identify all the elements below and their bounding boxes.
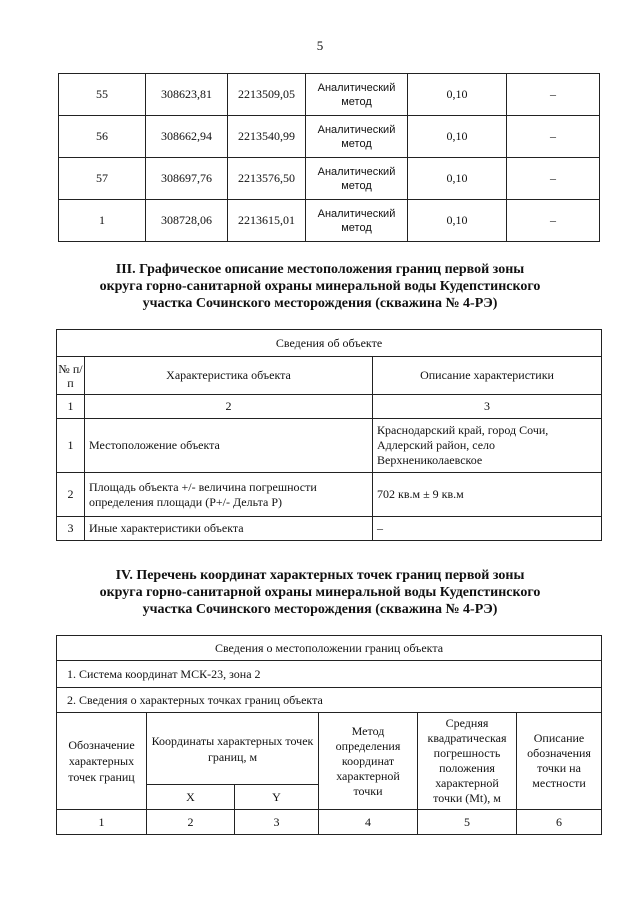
coordinate-y: 2213576,50 <box>228 158 306 200</box>
table-row <box>59 74 600 116</box>
boundary-points-table <box>56 635 602 835</box>
col-index: 3 <box>235 810 319 835</box>
row-description: 702 кв.м ± 9 кв.м <box>373 473 602 517</box>
coordinate-x: 308662,94 <box>146 116 228 158</box>
section-3-title: III. Графическое описание местоположения границ первой зоны округа горно-санитарной охраны минеральной воды Кудепстинского участка Сочинского месторождения (скважина № 4-РЭ) <box>99 262 541 311</box>
point-number: 56 <box>59 116 146 158</box>
coordinate-y: 2213540,99 <box>228 116 306 158</box>
description-cell: – <box>507 116 600 158</box>
method-cell: Аналитический метод <box>306 74 408 116</box>
col-index: 4 <box>319 810 418 835</box>
method-cell: Аналитический метод <box>306 158 408 200</box>
col-index: 1 <box>57 395 85 419</box>
table-row <box>57 517 602 541</box>
boundary-info-header: Сведения о местоположении границ объекта <box>57 636 602 661</box>
error-cell: 0,10 <box>408 158 507 200</box>
col-error-header: Средняя квадратическая погрешность положения характерной точки (Mt), м <box>418 713 517 810</box>
col-index: 5 <box>418 810 517 835</box>
row-number: 2 <box>57 473 85 517</box>
col-index: 2 <box>147 810 235 835</box>
point-number: 1 <box>59 200 146 242</box>
error-cell: 0,10 <box>408 200 507 242</box>
col-index: 6 <box>517 810 602 835</box>
description-cell: – <box>507 200 600 242</box>
coordinate-x: 308697,76 <box>146 158 228 200</box>
method-cell: Аналитический метод <box>306 116 408 158</box>
row-number: 3 <box>57 517 85 541</box>
col-characteristic-header: Характеристика объекта <box>85 357 373 395</box>
error-cell: 0,10 <box>408 74 507 116</box>
coordinate-x: 308623,81 <box>146 74 228 116</box>
row-description: Краснодарский край, город Сочи, Адлерский район, село Верхнениколаевское <box>373 419 602 473</box>
point-number: 57 <box>59 158 146 200</box>
points-info-row: 2. Сведения о характерных точках границ объекта <box>57 688 602 713</box>
col-description-header: Описание характеристики <box>373 357 602 395</box>
row-characteristic: Площадь объекта +/- величина погрешности определения площади (Р+/- Дельта Р) <box>85 473 373 517</box>
method-cell: Аналитический метод <box>306 200 408 242</box>
col-coordinates-header: Координаты характерных точек границ, м <box>147 713 319 785</box>
section-4-title: IV. Перечень координат характерных точек границ первой зоны округа горно-санитарной охраны минеральной воды Кудепстинского участка Сочинского месторождения (скважина № 4-РЭ) <box>99 568 541 617</box>
coordinate-system-row: 1. Система координат МСК-23, зона 2 <box>57 661 602 688</box>
object-info-header: Сведения об объекте <box>57 330 602 357</box>
table-row <box>59 116 600 158</box>
col-x-header: X <box>147 785 235 810</box>
object-info-table <box>56 329 602 541</box>
point-number: 55 <box>59 74 146 116</box>
col-description-header: Описание обозначения точки на местности <box>517 713 602 810</box>
top-coordinates-table <box>58 73 600 242</box>
col-index: 1 <box>57 810 147 835</box>
col-index: 2 <box>85 395 373 419</box>
row-description: – <box>373 517 602 541</box>
table-row <box>59 200 600 242</box>
coordinate-x: 308728,06 <box>146 200 228 242</box>
description-cell: – <box>507 158 600 200</box>
table-row <box>57 473 602 517</box>
coordinate-y: 2213509,05 <box>228 74 306 116</box>
row-characteristic: Местоположение объекта <box>85 419 373 473</box>
col-index: 3 <box>373 395 602 419</box>
description-cell: – <box>507 74 600 116</box>
col-number-header: № п/п <box>57 357 85 395</box>
error-cell: 0,10 <box>408 116 507 158</box>
row-number: 1 <box>57 419 85 473</box>
row-characteristic: Иные характеристики объекта <box>85 517 373 541</box>
col-method-header: Метод определения координат характерной точки <box>319 713 418 810</box>
page-number: 5 <box>316 38 324 53</box>
table-row <box>57 419 602 473</box>
table-row <box>59 158 600 200</box>
coordinate-y: 2213615,01 <box>228 200 306 242</box>
col-point-header: Обозначение характерных точек границ <box>57 713 147 810</box>
col-y-header: Y <box>235 785 319 810</box>
